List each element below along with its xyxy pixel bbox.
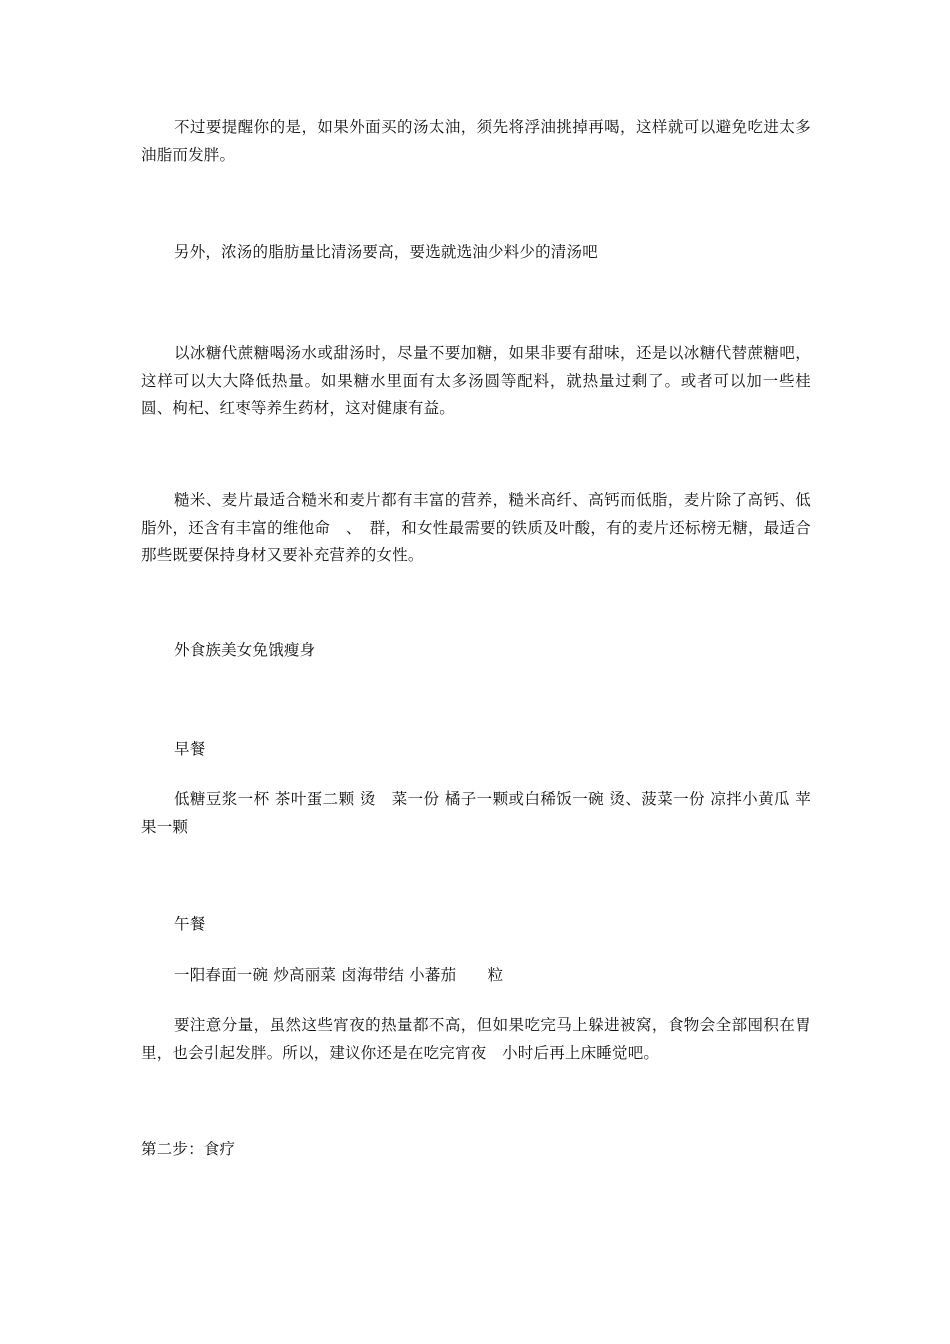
paragraph-lunch-menu: 一阳春面一碗 炒高丽菜 卤海带结 小蕃茄 粒 — [174, 966, 504, 984]
heading-breakfast: 早餐 — [174, 740, 206, 758]
paragraph-rock-sugar: 以冰糖代蔗糖喝汤水或甜汤时，尽量不要加糖，如果非要有甜味，还是以冰糖代替蔗糖吧，这样可以大大降低热量。如果糖水里面有太多汤圆等配料，就热量过剩了。或者可以加一些桂圆、枸杞、红枣等养生药材，这对健康有益。 — [141, 344, 811, 417]
heading-lunch: 午餐 — [174, 915, 206, 933]
section-heading-dining-out: 外食族美女免饿瘦身 — [174, 641, 316, 659]
paragraph-late-snack-advice: 要注意分量，虽然这些宵夜的热量都不高，但如果吃完马上躲进被窝，食物会全部囤积在胃里，也会引起发胖。所以，建议你还是在吃完宵夜 小时后再上床睡觉吧。 — [141, 1016, 811, 1062]
paragraph-oil-soup-tip: 不过要提醒你的是，如果外面买的汤太油，须先将浮油挑掉再喝，这样就可以避免吃进太多油脂而发胖。 — [141, 118, 811, 164]
heading-step-two: 第二步：食疗 — [141, 1140, 236, 1158]
paragraph-clear-soup: 另外，浓汤的脂肪量比清汤要高，要选就选油少料少的清汤吧 — [174, 243, 598, 261]
paragraph-brown-rice-oats: 糙米、麦片最适合糙米和麦片都有丰富的营养，糙米高纤、高钙而低脂，麦片除了高钙、低脂外，还含有丰富的维他命 、 群，和女性最需要的铁质及叶酸，有的麦片还标榜无糖，最适合那些既要保持身材又要补充营养的女性。 — [141, 491, 811, 564]
paragraph-breakfast-menu: 低糖豆浆一杯 茶叶蛋二颗 烫 菜一份 橘子一颗或白稀饭一碗 烫、菠菜一份 凉拌小黄瓜 苹果一颗 — [141, 790, 811, 836]
